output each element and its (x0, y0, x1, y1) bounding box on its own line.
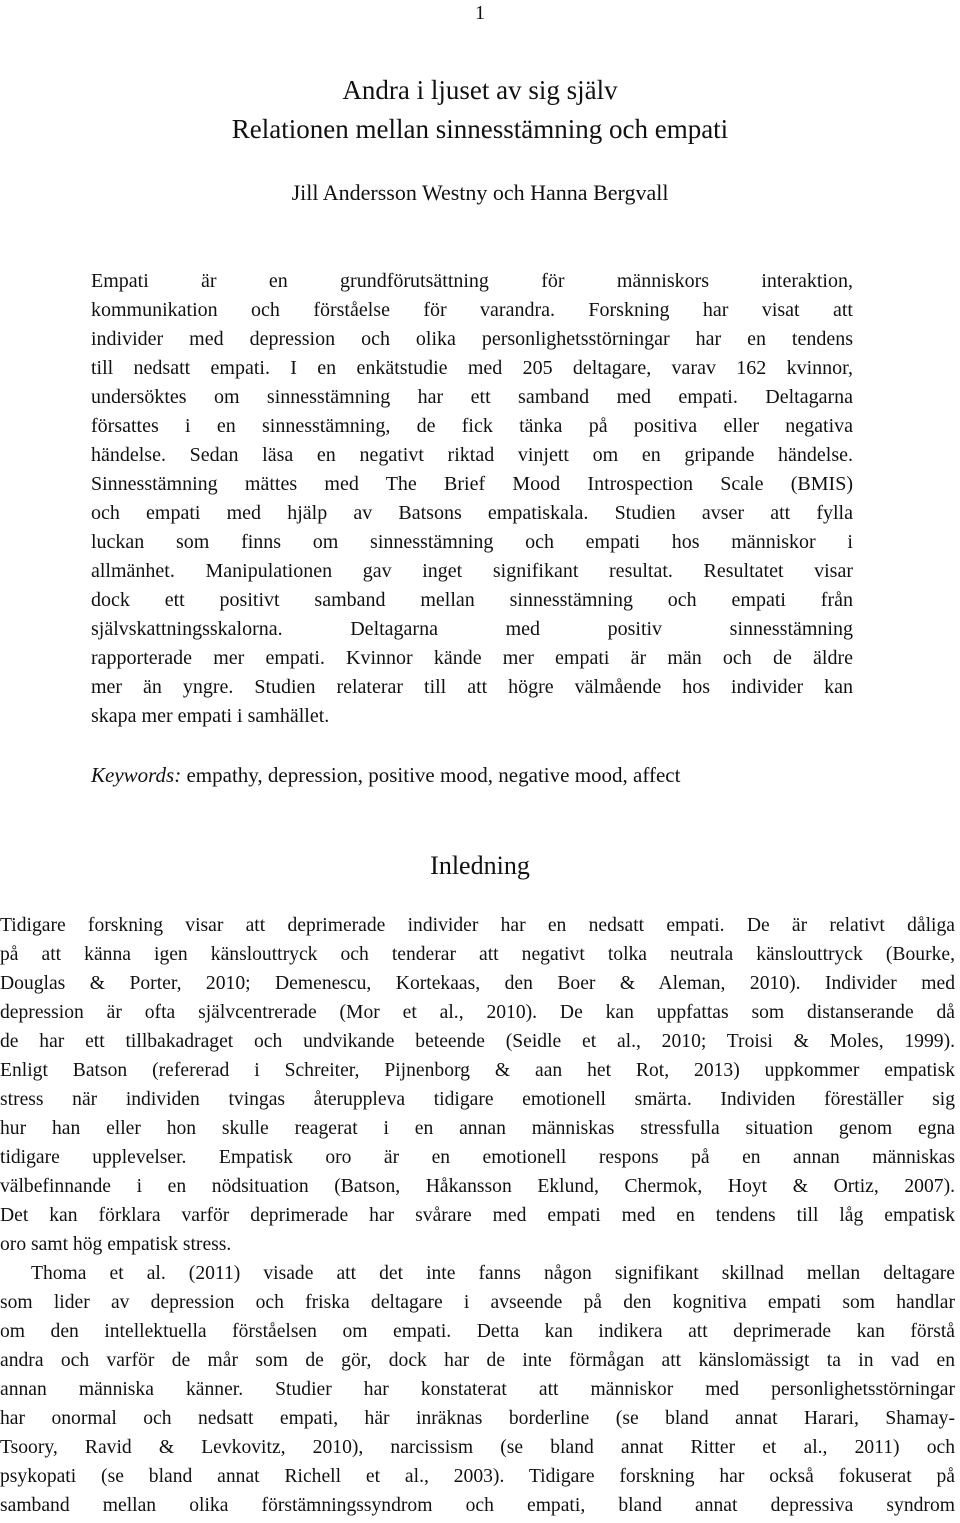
body-line: Tsoory, Ravid & Levkovitz, 2010), narcissism (se bland annat Ritter et al., 2011) och (0, 1437, 955, 1458)
body-line: tidigare upplevelser. Empatisk oro är en emotionell respons på en annan människas (0, 1147, 955, 1168)
abstract-line: individer med depression och olika personlighetsstörningar har en tendens (91, 328, 853, 350)
body-line: välbefinnande i en nödsituation (Batson, Håkansson Eklund, Chermok, Hoyt & Ortiz, 2007). (0, 1176, 955, 1197)
abstract-line: kommunikation och förståelse för varandra. Forskning har visat att (91, 299, 853, 321)
title-line-1: Andra i ljuset av sig själv (342, 75, 618, 105)
abstract-line: och empati med hjälp av Batsons empatiskala. Studien avser att fylla (91, 502, 853, 524)
body-line: Tidigare forskning visar att deprimerade individer har en nedsatt empati. De är relativt dåliga (0, 915, 955, 936)
abstract-line: luckan som finns om sinnesstämning och empati hos människor i (91, 531, 853, 553)
title-line-2: Relationen mellan sinnesstämning och empati (231, 114, 729, 144)
abstract-line: mer än yngre. Studien relaterar till att högre välmående hos individer kan (91, 676, 853, 698)
abstract-line: till nedsatt empati. I en enkätstudie med 205 deltagare, varav 162 kvinnor, (91, 357, 853, 379)
body-line: stress när individen tvingas återuppleva tidigare emotionell smärta. Individen föreställer sig (0, 1089, 955, 1110)
body-line: Douglas & Porter, 2010; Demenescu, Kortekaas, den Boer & Aleman, 2010). Individer med (0, 973, 955, 994)
abstract-line: händelse. Sedan läsa en negativt riktad vinjett om en gripande händelse. (91, 444, 853, 466)
body-line: depression är ofta självcentrerade (Mor et al., 2010). De kan uppfattas som distanserande då (0, 1002, 955, 1023)
abstract-line: Empati är en grundförutsättning för människors interaktion, (91, 270, 853, 292)
body-line: oro samt hög empatisk stress. (0, 1234, 232, 1255)
body-line: Thoma et al. (2011) visade att det inte fanns någon signifikant skillnad mellan deltagare (31, 1263, 955, 1284)
abstract-line: undersöktes om sinnesstämning har ett samband med empati. Deltagarna (91, 386, 853, 408)
section-heading: Inledning (430, 851, 530, 880)
body-line: samband mellan olika förstämningssyndrom och empati, bland annat depressiva syndrom (0, 1495, 955, 1516)
abstract-line: försattes i en sinnesstämning, de fick tänka på positiva eller negativa (91, 415, 853, 437)
body-line: andra och varför de mår som de gör, dock har de inte förmågan att känslomässigt ta in vad en (0, 1350, 955, 1371)
authors: Jill Andersson Westny och Hanna Bergvall (291, 180, 669, 205)
body-line: som lider av depression och friska deltagare i avseende på den kognitiva empati som handlar (0, 1292, 955, 1313)
abstract-line: rapporterade mer empati. Kvinnor kände mer empati är män och de äldre (91, 647, 853, 669)
body-line: hur han eller hon skulle reagerat i en annan människas stressfulla situation genom egna (0, 1118, 955, 1139)
body-line: de har ett tillbakadraget och undvikande beteende (Seidle et al., 2010; Troisi & Moles, 1999). (0, 1031, 955, 1052)
abstract-line: skapa mer empati i samhället. (91, 705, 330, 727)
keywords-label: Keywords: (91, 763, 182, 787)
body-line: om den intellektuella förståelsen om empati. Detta kan indikera att deprimerade kan förstå (0, 1321, 955, 1342)
body-line: på att känna igen känslouttryck och tenderar att negativt tolka neutrala känslouttryck (Bourke, (0, 944, 955, 965)
abstract-line: allmänhet. Manipulationen gav inget signifikant resultat. Resultatet visar (91, 560, 853, 582)
keywords-text: empathy, depression, positive mood, negative mood, affect (186, 763, 681, 787)
body-line: har onormal och nedsatt empati, här inräknas borderline (se bland annat Harari, Shamay- (0, 1408, 955, 1429)
keywords (91, 760, 871, 790)
body-line: annan människa känner. Studier har konstaterat att människor med personlighetsstörningar (0, 1379, 955, 1400)
abstract-line: självskattningsskalorna. Deltagarna med positiv sinnesstämning (91, 618, 853, 640)
page-number: 1 (475, 2, 485, 24)
body-line: Det kan förklara varför deprimerade har svårare med empati med en tendens till låg empatisk (0, 1205, 955, 1226)
abstract-line: Sinnesstämning mättes med The Brief Mood Introspection Scale (BMIS) (91, 473, 853, 495)
body-line: psykopati (se bland annat Richell et al., 2003). Tidigare forskning har också fokuserat på (0, 1466, 955, 1487)
body-line: Enligt Batson (refererad i Schreiter, Pijnenborg & aan het Rot, 2013) uppkommer empatisk (0, 1060, 955, 1081)
abstract-line: dock ett positivt samband mellan sinnesstämning och empati från (91, 589, 853, 611)
